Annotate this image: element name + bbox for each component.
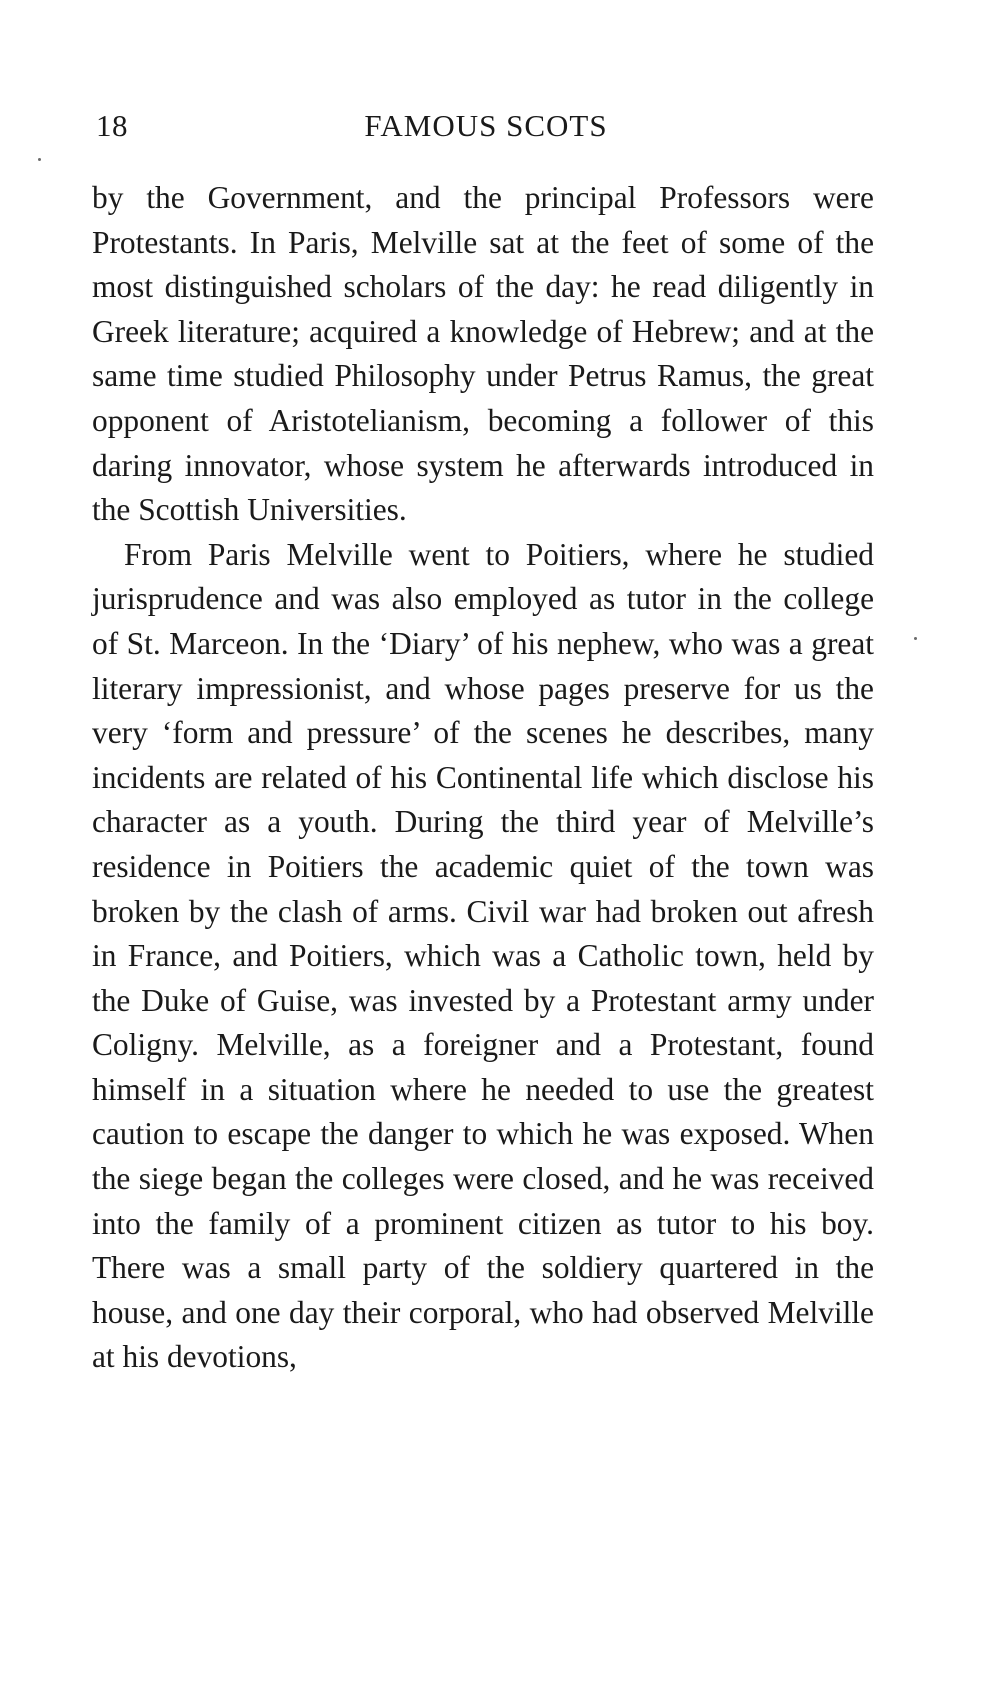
paper-speck: [914, 637, 917, 640]
running-title: FAMOUS SCOTS: [364, 108, 608, 143]
paragraph: From Paris Melville went to Poitiers, where he studied jurisprudence and was also employed as tutor in the college of St. Marceon. In the ‘Diary’ of his nephew, who was a great literary impressionist, and whose pages preserve for us the very ‘form and pressure’ of the scenes he describes, many incidents are related of his Continental life which disclose his character as a youth. During the third year of Melville’s residence in Poitiers the academic quiet of the town was broken by the clash of arms. Civil war had broken out afresh in France, and Poitiers, which was a Catholic town, held by the Duke of Guise, was invested by a Protestant army under Coligny. Melville, as a foreigner and a Protestant, found himself in a situation where he needed to use the greatest caution to escape the danger to which he was exposed. When the siege began the colleges were closed, and he was received into the family of a prominent citizen as tutor to his boy. There was a small party of the soldiery quartered in the house, and one day their corporal, who had observed Melville at his devotions,: [92, 536, 874, 1375]
running-head: [96, 108, 876, 156]
body-text: [92, 176, 874, 1380]
page-number: 18: [96, 108, 128, 143]
paper-speck: [38, 158, 41, 161]
paragraph-continued: by the Government, and the principal Professors were Protestants. In Paris, Melville sat at the feet of some of the most distinguished scholars of the day: he read diligently in Greek literature; acquired a knowledge of Hebrew; and at the same time studied Philosophy under Petrus Ramus, the great opponent of Aristotelianism, becoming a follower of this daring innovator, whose system he afterwards introduced in the Scottish Universities.: [92, 180, 874, 528]
